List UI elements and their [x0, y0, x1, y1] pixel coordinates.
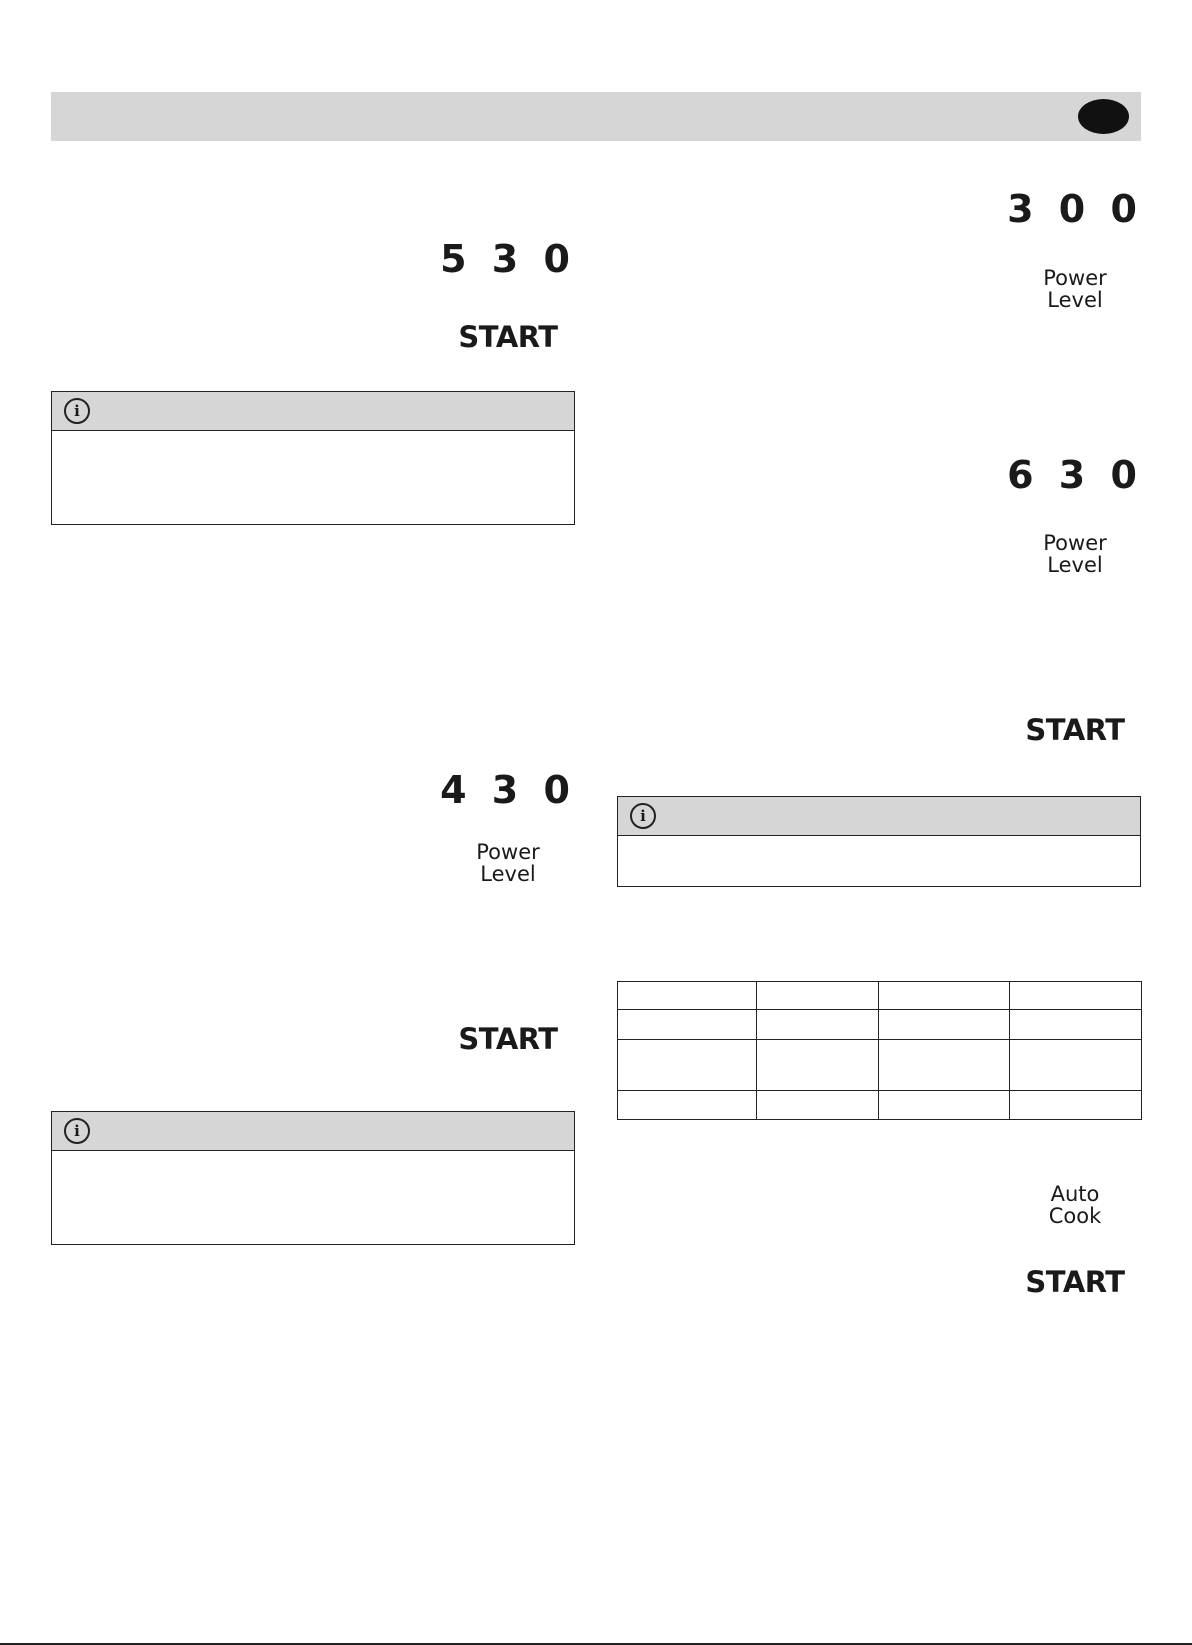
power-level-button-label: Power Level [476, 840, 540, 886]
info-icon: i [64, 398, 90, 424]
table-cell [879, 1040, 1010, 1091]
display-430: 4 3 0 [440, 768, 576, 812]
info-note-box [51, 1111, 575, 1245]
info-note-header [52, 392, 574, 431]
table-row [618, 1040, 1142, 1091]
table-cell [757, 1091, 879, 1120]
table-cell [757, 982, 879, 1010]
table-cell [757, 1040, 879, 1091]
table-cell [1010, 1091, 1142, 1120]
auto-cook-table [617, 981, 1142, 1120]
table-row [618, 1091, 1142, 1120]
info-note-box [617, 796, 1141, 887]
table-cell [1010, 982, 1142, 1010]
info-note-box [51, 391, 575, 525]
start-button-label: START [458, 320, 558, 354]
auto-cook-button-label: Auto Cook [1048, 1182, 1102, 1228]
display-630: 6 3 0 [1007, 453, 1143, 497]
display-530: 5 3 0 [440, 237, 576, 281]
power-level-button-label: Power Level [1043, 266, 1107, 312]
table-cell [879, 1091, 1010, 1120]
info-note-header [618, 797, 1140, 836]
table-row [618, 1010, 1142, 1040]
table-cell [757, 1010, 879, 1040]
table-cell [879, 982, 1010, 1010]
table-cell [1010, 1010, 1142, 1040]
start-button-label: START [1025, 1265, 1125, 1299]
info-icon: i [630, 803, 656, 829]
page-number-badge [1078, 99, 1129, 134]
table-cell [618, 982, 757, 1010]
header-bar [51, 92, 1141, 141]
table-cell [1010, 1040, 1142, 1091]
start-button-label: START [458, 1022, 558, 1056]
table-cell [618, 1040, 757, 1091]
info-icon: i [64, 1118, 90, 1144]
table-cell [618, 1091, 757, 1120]
power-level-button-label: Power Level [1043, 531, 1107, 577]
table-cell [618, 1010, 757, 1040]
table-cell [879, 1010, 1010, 1040]
start-button-label: START [1025, 713, 1125, 747]
display-300: 3 0 0 [1007, 187, 1143, 231]
table-row [618, 982, 1142, 1010]
info-note-header [52, 1112, 574, 1151]
